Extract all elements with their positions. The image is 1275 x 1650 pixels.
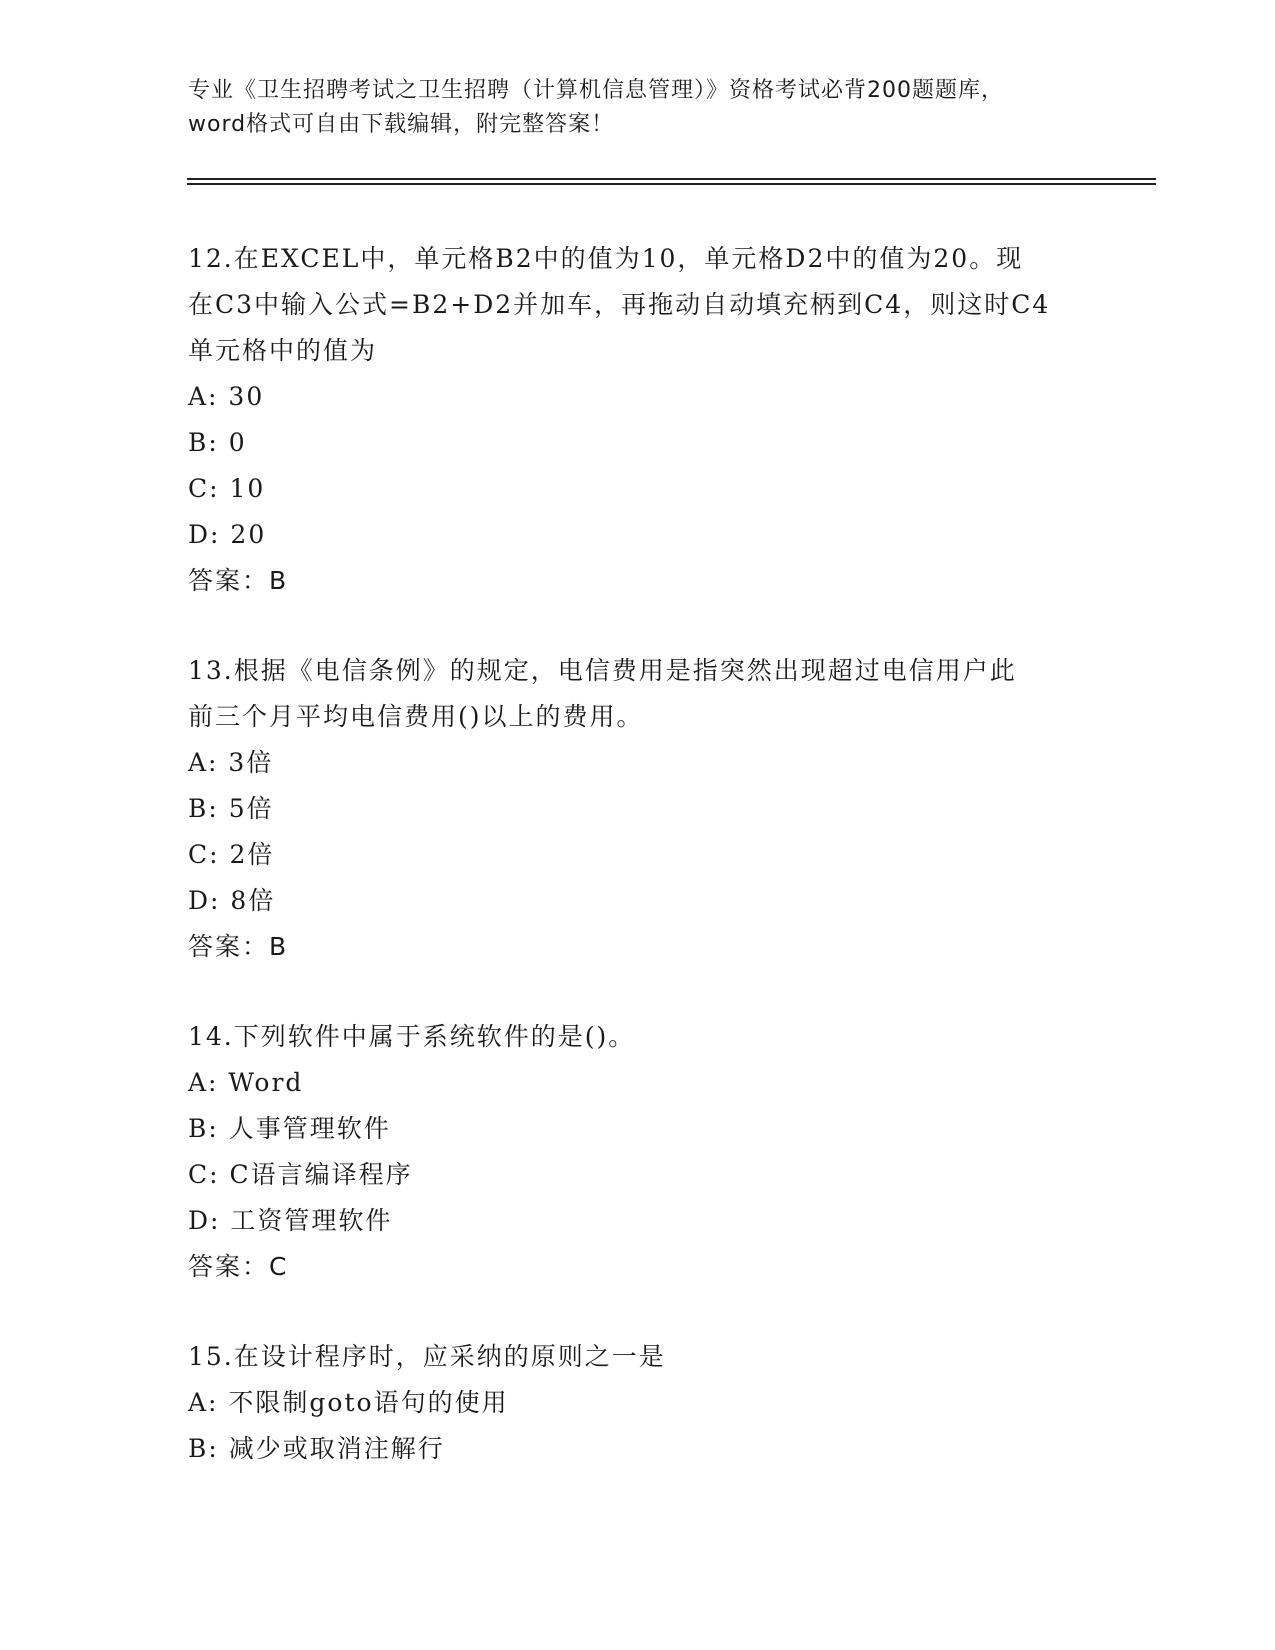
question-stem-line: 15.在设计程序时，应采纳的原则之一是 [188,1342,666,1371]
question-14 [188,1014,1088,1290]
question-stem-line: 14.下列软件中属于系统软件的是()。 [188,1022,636,1051]
option-d: D: 8倍 [188,886,276,915]
question-13 [188,648,1088,970]
question-15 [188,1334,1088,1472]
option-a: A: Word [188,1068,304,1097]
option-b: B: 0 [188,428,247,457]
header-divider-bottom [187,183,1156,185]
option-d: D: 20 [188,520,267,549]
header-line-1: 专业《卫生招聘考试之卫生招聘（计算机信息管理）》资格考试必背200题题库， [188,78,1004,103]
option-b: B: 减少或取消注解行 [188,1434,445,1463]
option-b: B: 5倍 [188,794,274,823]
option-c: C: 10 [188,474,266,503]
document-header [188,74,1088,142]
option-c: C: 2倍 [188,840,275,869]
option-d: D: 工资管理软件 [188,1206,393,1235]
option-a: A: 30 [188,382,265,411]
answer-line: 答案：B [188,932,289,961]
option-a: A: 3倍 [188,748,274,777]
question-list [188,236,1088,1516]
question-12 [188,236,1088,604]
option-a: A: 不限制goto语句的使用 [188,1388,509,1417]
question-stem-line: 前三个月平均电信费用()以上的费用。 [188,702,644,731]
option-b: B: 人事管理软件 [188,1114,391,1143]
header-divider-top [187,178,1156,180]
question-stem-line: 在C3中输入公式=B2+D2并加车，再拖动自动填充柄到C4，则这时C4 [188,290,1051,319]
answer-line: 答案：B [188,566,289,595]
answer-line: 答案：C [188,1252,289,1281]
header-line-2: word格式可自由下载编辑，附完整答案！ [188,112,615,137]
question-stem-line: 单元格中的值为 [188,336,378,365]
question-stem-line: 13.根据《电信条例》的规定，电信费用是指突然出现超过电信用户此 [188,656,1017,685]
question-stem-line: 12.在EXCEL中，单元格B2中的值为10，单元格D2中的值为20。现 [188,244,1024,273]
option-c: C: C语言编译程序 [188,1160,413,1189]
